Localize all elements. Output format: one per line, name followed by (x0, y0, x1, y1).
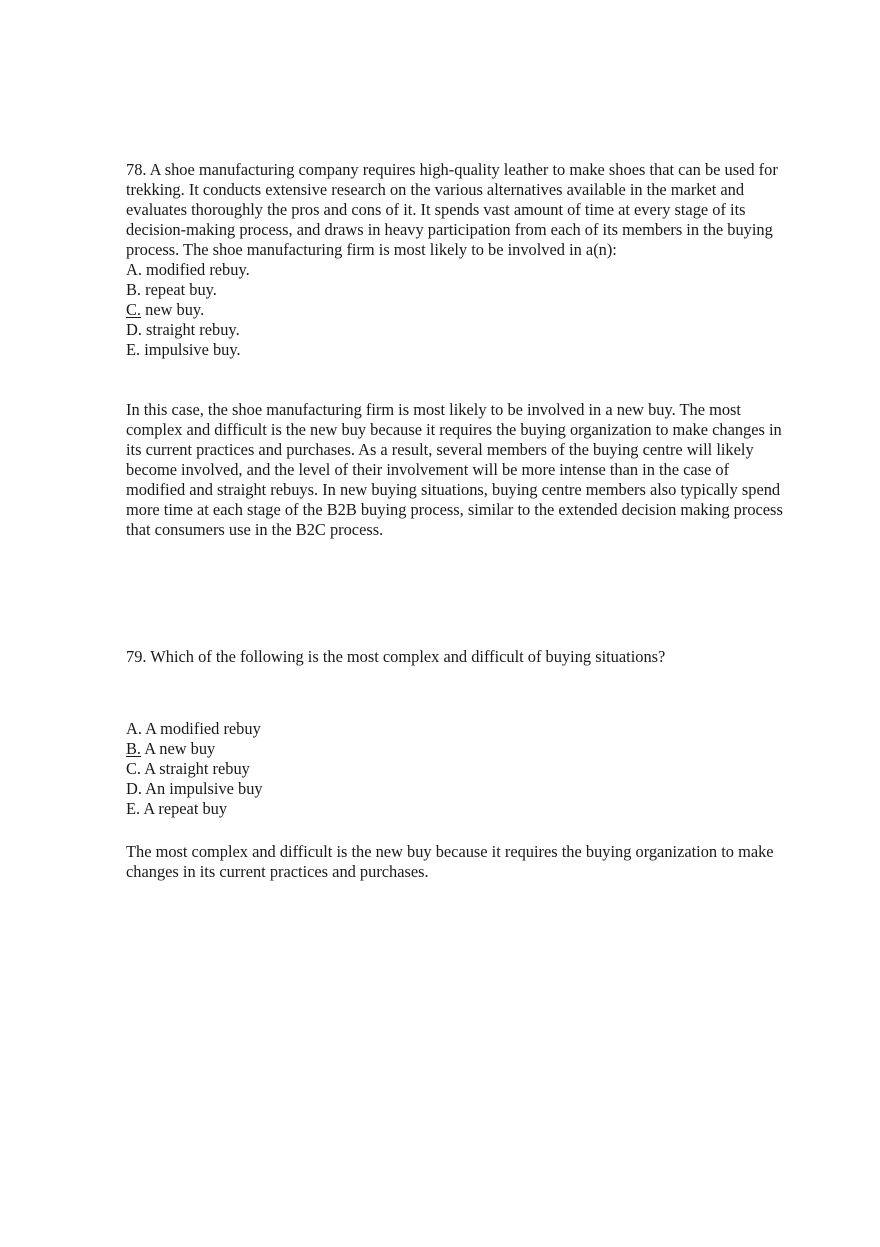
answer-options (126, 719, 786, 819)
option-letter: D. (126, 779, 142, 798)
question-79 (126, 647, 786, 667)
option-text: A repeat buy (143, 799, 228, 818)
explanation-78 (126, 400, 786, 540)
answer-option-e (126, 799, 786, 819)
option-text: A new buy (144, 739, 216, 758)
answer-explanation: The most complex and difficult is the new buy because it requires the buying organization to make changes in its current practices and purchases. (126, 842, 774, 881)
answer-option-d (126, 320, 786, 340)
option-text: An impulsive buy (145, 779, 263, 798)
answer-option-b (126, 280, 786, 300)
explanation-79 (126, 842, 786, 882)
answer-option-a (126, 719, 786, 739)
option-letter: B. (126, 280, 142, 299)
question-stem: 78. A shoe manufacturing company requires high-quality leather to make shoes that can be used for trekking. It conducts extensive research on the various alternatives available in the market and evaluates thoroughly the pros and cons of it. It spends vast amount of time at every stage of its decision-making process, and draws in heavy participation from each of its members in the buying process. The shoe manufacturing firm is most likely to be involved in a(n): (126, 160, 778, 259)
option-letter: D. (126, 320, 142, 339)
answer-options-79 (126, 719, 786, 819)
answer-option-a (126, 260, 786, 280)
question-78 (126, 160, 786, 360)
option-letter-correct-mark: C. (126, 300, 142, 319)
answer-option-d (126, 779, 786, 799)
option-text: new buy. (145, 300, 205, 319)
answer-explanation: In this case, the shoe manufacturing firm is most likely to be involved in a new buy. The most complex and difficult is the new buy because it requires the buying organization to make changes in its current practices and purchases. As a result, several members of the buying centre will likely become involved, and the level of their involvement will be more intense than in the case of modified and straight rebuys. In new buying situations, buying centre members also typically spend more time at each stage of the B2B buying process, similar to the extended decision making process that consumers use in the B2C process. (126, 400, 783, 539)
option-letter: C. (126, 759, 142, 778)
option-text: A straight rebuy (144, 759, 250, 778)
answer-option-c (126, 759, 786, 779)
option-text: straight rebuy. (146, 320, 240, 339)
option-letter: E. (126, 799, 141, 818)
answer-option-e (126, 340, 786, 360)
option-text: modified rebuy. (146, 260, 250, 279)
question-stem: 79. Which of the following is the most complex and difficult of buying situations? (126, 647, 666, 666)
answer-option-b (126, 739, 786, 759)
option-letter-correct-mark: B. (126, 739, 142, 758)
option-letter: A. (126, 719, 142, 738)
option-text: impulsive buy. (144, 340, 241, 359)
answer-option-c (126, 300, 786, 320)
option-text: A modified rebuy (145, 719, 261, 738)
option-letter: A. (126, 260, 142, 279)
answer-options (126, 260, 786, 360)
option-text: repeat buy. (145, 280, 217, 299)
option-letter: E. (126, 340, 141, 359)
